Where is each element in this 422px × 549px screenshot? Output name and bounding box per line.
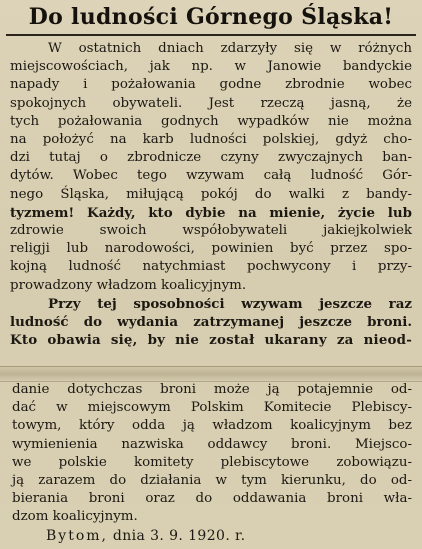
signature-place: Bytom, — [46, 528, 108, 544]
text-line: dzi tutaj o zbrodnicze czyny zwyczajnych ban- — [10, 150, 412, 166]
text-line: napady i pożałowania godne zbrodnie wobec — [10, 77, 412, 93]
text-line: danie dotychczas broni może ją potajemnie od- — [12, 382, 412, 397]
text-line: religji lub narodowości, powinien być przez spo- — [10, 241, 412, 257]
text-line: tych pożałowania godnych wypadków nie można — [10, 113, 412, 129]
text-line: towym, który odda ją władzom koalicyjnym bez — [12, 418, 412, 434]
signature-line — [46, 528, 245, 544]
text-line: wymienienia nazwiska oddawcy broni. Miejsco- — [12, 436, 412, 452]
article-body-bottom — [12, 381, 412, 527]
article-body-top — [10, 40, 412, 349]
text-line: dytów. Wobec tego wzywam całą ludność Gór- — [10, 168, 412, 184]
text-line: nego Śląska, miłującą pokój do walki z bandy- — [10, 186, 412, 202]
text-line: Przy tej sposobności wzywam jeszcze raz — [48, 295, 412, 312]
signature-date: dnia 3. 9. 1920. r. — [112, 528, 246, 544]
text-line: zdrowie swoich współobywateli jakiejkolwiek — [10, 223, 412, 239]
text-line: ją zarazem do działania w tym kierunku, do od- — [12, 473, 412, 489]
text-line: miejscowościach, jak np. w Janowie bandyckie — [10, 59, 412, 75]
text-line: ludność do wydania zatrzymanej jeszcze broni. — [10, 314, 412, 331]
torn-paper-fold — [0, 366, 422, 382]
text-line: kojną ludność natychmiast pochwycony i przy- — [10, 259, 412, 275]
text-line: prowadzony władzom koalicyjnym. — [10, 277, 247, 293]
text-line: na położyć na karb ludności polskiej, gdyż cho- — [10, 132, 412, 148]
text-line: Kto obawia się, by nie został ukarany za nieod- — [10, 332, 412, 349]
text-line: bierania broni oraz do oddawania broni wła- — [12, 491, 412, 507]
text-line: dać w miejscowym Polskim Komitecie Plebiscy- — [12, 400, 412, 416]
text-line: tyzmem! Każdy, kto dybie na mienie, życie lub — [10, 204, 412, 221]
title-divider — [6, 34, 416, 36]
text-line: dzom koalicyjnym. — [12, 509, 138, 525]
page-title: Do ludności Górnego Śląska! — [28, 4, 394, 30]
text-line: spokojnych obywateli. Jest rzeczą jasną, że — [10, 95, 412, 111]
text-line: W ostatnich dniach zdarzyły się w różnych — [48, 41, 412, 56]
text-line: we polskie komitety plebiscytowe zobowiązu- — [12, 454, 412, 470]
